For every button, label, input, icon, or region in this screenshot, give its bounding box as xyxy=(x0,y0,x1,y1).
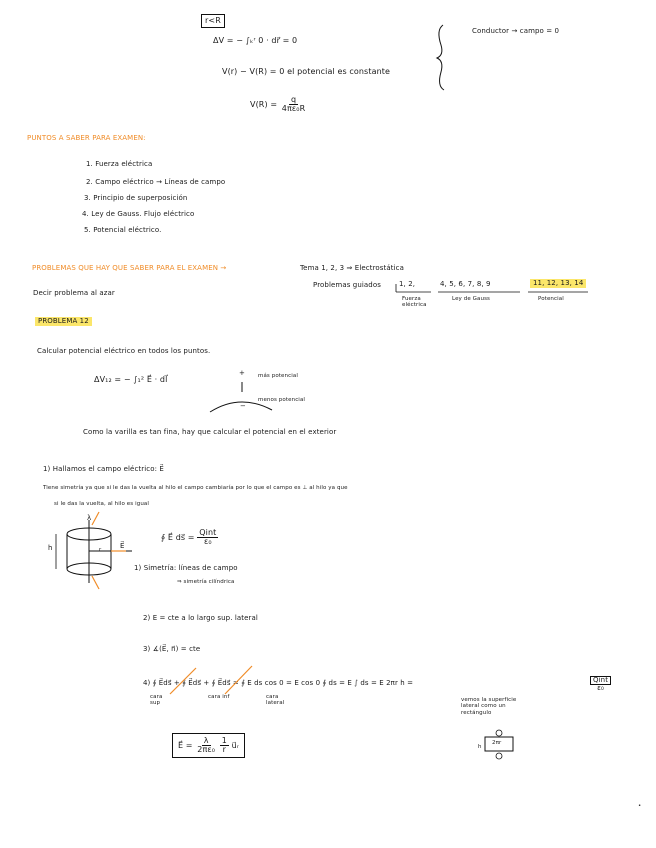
result-unit-vector: u⃗ᵣ xyxy=(231,741,239,750)
rectangle-top-circle xyxy=(496,730,502,736)
potential-integral-equation: ΔV₁₂ = − ∫₁² E⃗ · dl⃗ xyxy=(94,375,168,384)
rectangle-bottom-circle xyxy=(496,753,502,759)
problem-group-potential: 11, 12, 13, 14 xyxy=(530,279,586,288)
exam-point-item: 2. Campo eléctrico → Líneas de campo xyxy=(86,178,226,186)
strike-1 xyxy=(170,668,196,694)
normal-bottom-arrow xyxy=(92,576,99,589)
step1-text-a: Tiene simetría ya que si le das la vuelta al hilo el campo cambiaría por lo que el campo es ⊥ al hilo ya que xyxy=(43,485,348,491)
exam-point-item: 4. Ley de Gauss. Flujo eléctrico xyxy=(82,210,195,218)
problem-group-gauss: 4, 5, 6, 7, 8, 9 xyxy=(440,280,491,288)
result-den1: 2πε₀ xyxy=(197,745,216,754)
lateral-face-label: cara lateral xyxy=(266,694,285,707)
step4-numerator: Qint xyxy=(590,676,611,685)
result-lhs: E⃗ = xyxy=(178,741,193,750)
guided-problems-label: Problemas guiados xyxy=(313,281,381,289)
step1b-cylindrical: ⇒ simetría cilíndrica xyxy=(177,579,235,585)
step1-title: 1) Hallamos el campo eléctrico: E⃗ xyxy=(43,465,164,473)
arc-curve xyxy=(210,402,272,412)
conductor-note: Conductor → campo = 0 xyxy=(472,27,560,35)
problems-heading: PROBLEMAS QUE HAY QUE SABER PARA EL EXAMEN → xyxy=(32,264,227,272)
cylinder-field-label: E⃗ xyxy=(120,542,125,550)
minus-sign: − xyxy=(240,402,246,410)
curly-brace xyxy=(437,25,444,90)
problem-12-statement: Calcular potencial eléctrico en todos los puntos. xyxy=(37,347,211,355)
exam-point-item: 3. Principio de superposición xyxy=(84,194,188,202)
lateral-rectangle xyxy=(485,737,513,751)
page-dot: • xyxy=(638,803,642,809)
rod-note: Como la varilla es tan fina, hay que calcular el potencial en el exterior xyxy=(83,428,337,436)
potential-denominator: 4πε₀R xyxy=(281,104,306,113)
less-potential-label: menos potencial xyxy=(258,397,306,403)
group-caption-force: Fuerza eléctrica xyxy=(402,296,427,309)
result-den2: r xyxy=(222,745,227,754)
potential-at-r-lhs: V(R) = xyxy=(250,100,278,109)
rectangle-height-label: h xyxy=(478,744,482,750)
cap-bottom-label: cara inf xyxy=(208,694,230,700)
plus-sign: + xyxy=(239,369,245,377)
step4-flux-equation: 4) ∮ E⃗ds⃗ + ∮ E⃗ds⃗ + ∮ E⃗ds⃗ = ∮ E ds cos 0 = E cos 0 ∮ ds = E ∫ ds = E 2πr h = xyxy=(143,679,414,687)
gauss-numerator: Qint xyxy=(199,528,217,537)
problem-group-force: 1, 2, xyxy=(399,280,416,288)
topic-bracket xyxy=(396,284,588,292)
result-num2: 1 xyxy=(221,736,227,745)
condition-box: r<R xyxy=(201,14,225,28)
potential-difference-equation: ΔV = − ∫ₖʳ 0 · dr⃗ = 0 xyxy=(213,36,298,45)
step4-denominator: ε₀ xyxy=(597,684,604,692)
surface-note: vemos la superficie lateral como un rectángulo xyxy=(461,697,517,716)
cylinder-radius-label: r xyxy=(99,547,102,553)
topics-note: Tema 1, 2, 3 ⇒ Electrostática xyxy=(300,264,404,272)
strike-2 xyxy=(225,666,252,694)
gauss-denominator: ε₀ xyxy=(203,537,212,546)
cylinder-lambda-label: λ xyxy=(87,514,92,522)
step2-constant-field: 2) E = cte a lo largo sup. lateral xyxy=(143,614,258,622)
step3-constant-angle: 3) ∡(E⃗, n⃗) = cte xyxy=(143,645,201,653)
more-potential-label: más potencial xyxy=(258,373,298,379)
gauss-law-lhs: ∮ E⃗ ds⃗ = xyxy=(161,533,195,542)
group-caption-gauss: Ley de Gauss xyxy=(452,296,491,302)
potential-numerator: q xyxy=(290,95,297,104)
random-problem-note: Decir problema al azar xyxy=(33,289,115,297)
result-num1: λ xyxy=(203,736,209,745)
exam-point-item: 5. Potencial eléctrico. xyxy=(84,226,162,234)
group-caption-potential: Potencial xyxy=(538,296,564,302)
cylinder-height-label: h xyxy=(48,544,53,552)
problem-12-title: PROBLEMA 12 xyxy=(35,317,92,326)
exam-point-item: 1. Fuerza eléctrica xyxy=(86,160,153,168)
step1b-symmetry: 1) Simetría: líneas de campo xyxy=(134,564,238,572)
cap-top-label: cara sup xyxy=(150,694,163,707)
normal-top-arrow xyxy=(92,512,99,525)
rectangle-width-label: 2πr xyxy=(492,740,502,746)
exam-points-heading: PUNTOS A SABER PARA EXAMEN: xyxy=(27,134,146,142)
potential-constant-equation: V(r) − V(R) = 0 el potencial es constante xyxy=(222,67,390,76)
step1-text-b: si le das la vuelta, al hilo es igual xyxy=(54,501,150,507)
